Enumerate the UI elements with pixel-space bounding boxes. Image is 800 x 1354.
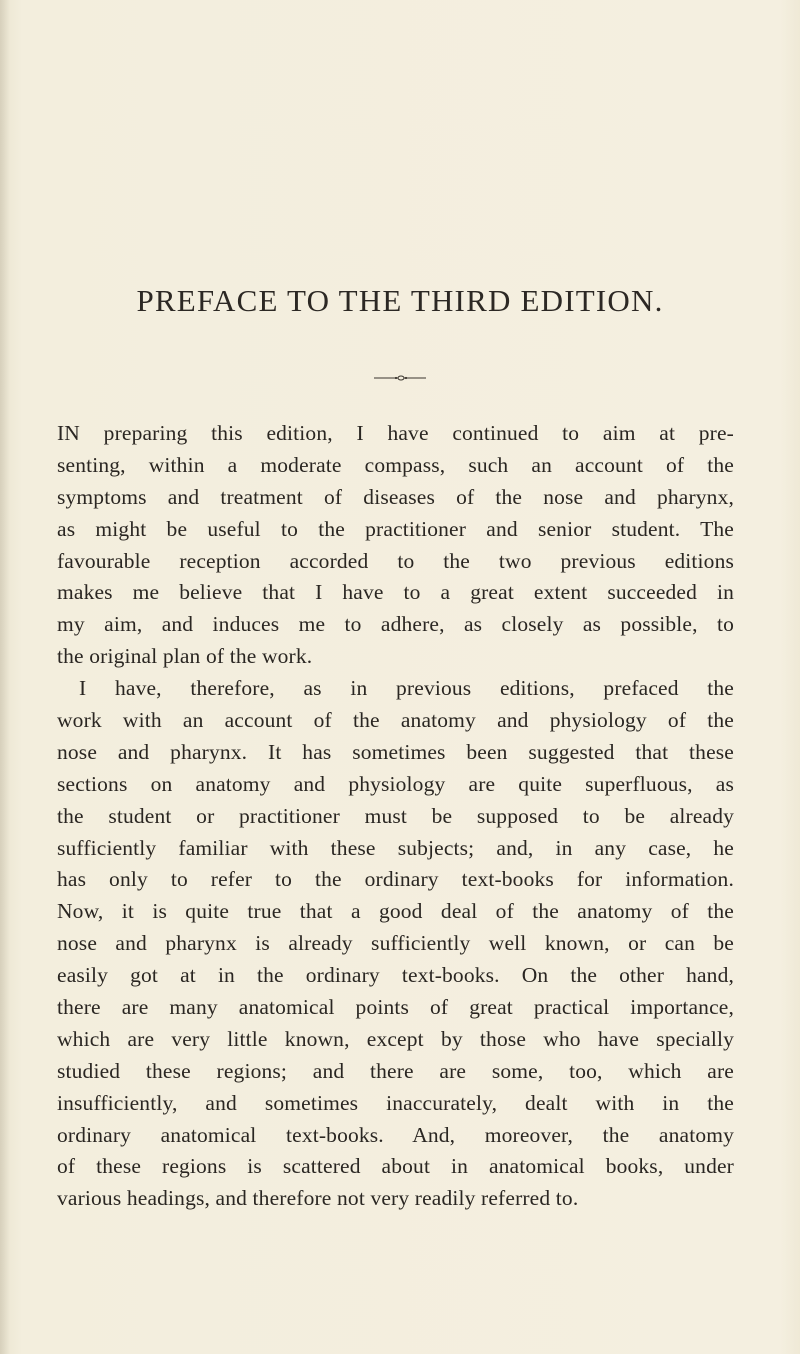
decorative-rule-icon xyxy=(360,375,440,381)
text-line: makes me believe that I have to a great extent succeeded in xyxy=(57,580,734,605)
page-title: PREFACE TO THE THIRD EDITION. xyxy=(136,283,664,318)
text-line: sections on anatomy and physiology are quite superfluous, as xyxy=(57,771,734,796)
preface-body xyxy=(57,418,734,1215)
text-line: as might be useful to the practitioner and senior student. The xyxy=(57,516,734,541)
text-line: nose and pharynx. It has sometimes been suggested that these xyxy=(57,739,734,764)
text-line: there are many anatomical points of great practical importance, xyxy=(57,995,734,1020)
text-line: the original plan of the work. xyxy=(57,644,313,669)
text-line: symptoms and treatment of diseases of the nose and pharynx, xyxy=(57,484,734,509)
text-line: IN preparing this edition, I have continued to aim at pre- xyxy=(57,421,734,445)
text-line: which are very little known, except by those who have specially xyxy=(57,1026,734,1051)
text-line: nose and pharynx is already sufficiently well known, or can be xyxy=(57,931,734,956)
text-line: easily got at in the ordinary text-books. On the other hand, xyxy=(57,963,734,988)
text-line: my aim, and induces me to adhere, as closely as possible, to xyxy=(57,612,734,637)
text-line: work with an account of the anatomy and physiology of the xyxy=(57,708,734,733)
text-line: sufficiently familiar with these subjects; and, in any case, he xyxy=(57,835,734,860)
text-line: studied these regions; and there are some, too, which are xyxy=(57,1058,734,1083)
text-line: senting, within a moderate compass, such an account of the xyxy=(57,452,734,477)
text-line: the student or practitioner must be supposed to be already xyxy=(57,803,734,828)
text-line: has only to refer to the ordinary text-books for information. xyxy=(57,867,734,892)
text-line: various headings, and therefore not very readily referred to. xyxy=(57,1186,579,1211)
text-line: insufficiently, and sometimes inaccurately, dealt with in the xyxy=(57,1090,734,1115)
text-line: I have, therefore, as in previous editions, prefaced the xyxy=(79,676,734,701)
text-line: favourable reception accorded to the two previous editions xyxy=(57,548,734,573)
text-line: Now, it is quite true that a good deal of the anatomy of the xyxy=(57,899,734,924)
text-line: ordinary anatomical text-books. And, moreover, the anatomy xyxy=(57,1122,734,1147)
text-line: of these regions is scattered about in anatomical books, under xyxy=(57,1154,734,1179)
page-edge-shadow xyxy=(0,0,10,1354)
